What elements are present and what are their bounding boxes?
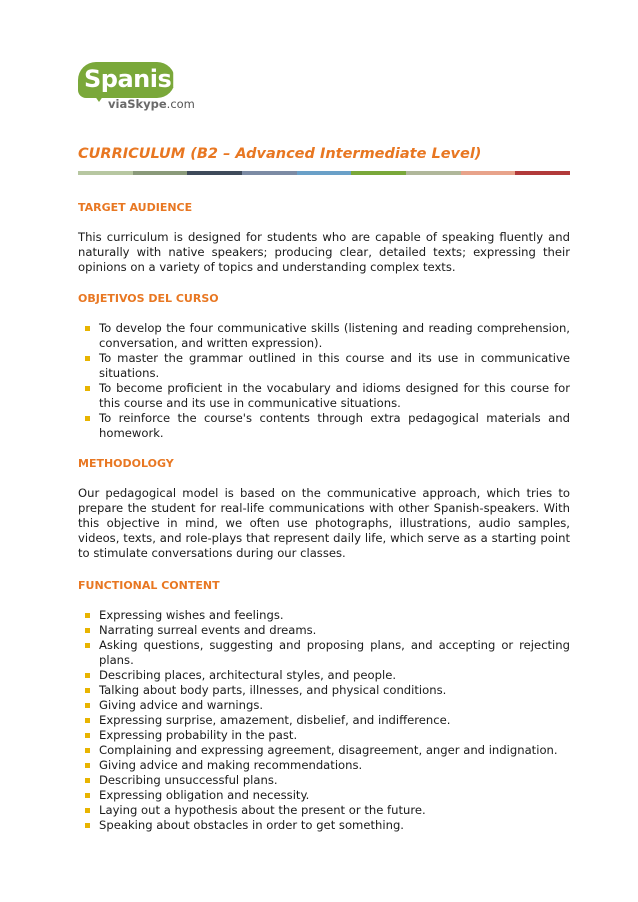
bullet-square-icon — [85, 643, 90, 648]
section-paragraph: This curriculum is designed for students who are capable of speaking fluently and naturally with native speakers; producing clear, detailed texts; expressing their opinions on a variety of topics and understanding complex texts. — [78, 230, 570, 274]
section-heading: OBJETIVOS DEL CURSO — [78, 292, 219, 305]
bullet-square-icon — [85, 793, 90, 798]
section-heading: TARGET AUDIENCE — [78, 201, 193, 214]
list-item-text: To master the grammar outlined in this course and its use in communicative situations. — [99, 351, 570, 380]
page-title: CURRICULUM (B2 – Advanced Intermediate Level) — [78, 146, 482, 162]
list-item-text: Expressing probability in the past. — [99, 728, 298, 742]
bullet-square-icon — [85, 718, 90, 723]
list-item — [99, 321, 570, 351]
divider-segment — [461, 171, 516, 175]
objectives-list — [78, 321, 570, 441]
divider-segment — [78, 171, 133, 175]
divider-segment — [187, 171, 242, 175]
list-item — [99, 623, 570, 638]
list-item — [99, 683, 570, 698]
list-item — [99, 728, 570, 743]
list-item — [99, 758, 570, 773]
section-functional-content — [78, 578, 570, 833]
list-item — [99, 803, 570, 818]
document-content — [78, 200, 570, 848]
divider-segment — [242, 171, 297, 175]
list-item — [99, 713, 570, 728]
bullet-square-icon — [85, 748, 90, 753]
divider-segment — [133, 171, 188, 175]
section-objectives — [78, 291, 570, 441]
list-item-text: To develop the four communicative skills (listening and reading comprehension, conversation, and written expression). — [99, 321, 570, 350]
section-heading: METHODOLOGY — [78, 457, 174, 470]
list-item-text: Expressing wishes and feelings. — [99, 608, 284, 622]
list-item — [99, 668, 570, 683]
bullet-square-icon — [85, 688, 90, 693]
list-item-text: Complaining and expressing agreement, disagreement, anger and indignation. — [99, 743, 558, 757]
bullet-square-icon — [85, 823, 90, 828]
list-item-text: Speaking about obstacles in order to get something. — [99, 818, 404, 832]
list-item — [99, 411, 570, 441]
logo-sub-text — [108, 97, 195, 111]
logo-sub-bold: viaSkype — [108, 97, 167, 111]
list-item — [99, 381, 570, 411]
list-item-text: To become proficient in the vocabulary and idioms designed for this course for this course and its use in communicative situations. — [99, 381, 570, 410]
section-heading: FUNCTIONAL CONTENT — [78, 579, 220, 592]
logo-bubble-tail — [92, 92, 106, 102]
list-item — [99, 773, 570, 788]
list-item-text: Giving advice and making recommendations. — [99, 758, 363, 772]
logo-main-text: Spanish — [84, 65, 188, 93]
list-item-text: Giving advice and warnings. — [99, 698, 264, 712]
list-item — [99, 743, 570, 758]
list-item — [99, 698, 570, 713]
list-item — [99, 351, 570, 381]
list-item-text: Expressing surprise, amazement, disbelief, and indifference. — [99, 713, 451, 727]
section-methodology — [78, 456, 570, 561]
divider-segment — [297, 171, 352, 175]
divider-segment — [351, 171, 406, 175]
logo-sub-rest: .com — [166, 97, 195, 111]
functional-content-list — [78, 608, 570, 833]
section-target-audience — [78, 200, 570, 275]
list-item — [99, 608, 570, 623]
bullet-square-icon — [85, 763, 90, 768]
list-item-text: Talking about body parts, illnesses, and physical conditions. — [99, 683, 447, 697]
title-divider — [78, 171, 570, 175]
bullet-square-icon — [85, 778, 90, 783]
bullet-square-icon — [85, 808, 90, 813]
list-item-text: Expressing obligation and necessity. — [99, 788, 310, 802]
list-item-text: To reinforce the course's contents through extra pedagogical materials and homework. — [99, 411, 570, 440]
list-item — [99, 788, 570, 803]
bullet-square-icon — [85, 326, 90, 331]
bullet-square-icon — [85, 673, 90, 678]
list-item-text: Describing places, architectural styles, and people. — [99, 668, 397, 682]
divider-segment — [406, 171, 461, 175]
list-item — [99, 638, 570, 668]
bullet-square-icon — [85, 613, 90, 618]
list-item-text: Describing unsuccessful plans. — [99, 773, 278, 787]
bullet-square-icon — [85, 703, 90, 708]
bullet-square-icon — [85, 356, 90, 361]
bullet-square-icon — [85, 416, 90, 421]
divider-segment — [515, 171, 570, 175]
list-item-text: Laying out a hypothesis about the present or the future. — [99, 803, 426, 817]
bullet-square-icon — [85, 733, 90, 738]
list-item-text: Narrating surreal events and dreams. — [99, 623, 317, 637]
spanish-via-skype-logo — [78, 62, 195, 114]
bullet-square-icon — [85, 386, 90, 391]
bullet-square-icon — [85, 628, 90, 633]
section-paragraph: Our pedagogical model is based on the communicative approach, which tries to prepare the student for real-life communications with other Spanish-speakers. With this objective in mind, we often use photographs, illustrations, audio samples, videos, texts, and role-plays that represent daily life, which serve as a starting point to stimulate conversations during our classes. — [78, 486, 570, 560]
list-item-text: Asking questions, suggesting and proposing plans, and accepting or rejecting plans. — [99, 638, 570, 667]
list-item — [99, 818, 570, 833]
